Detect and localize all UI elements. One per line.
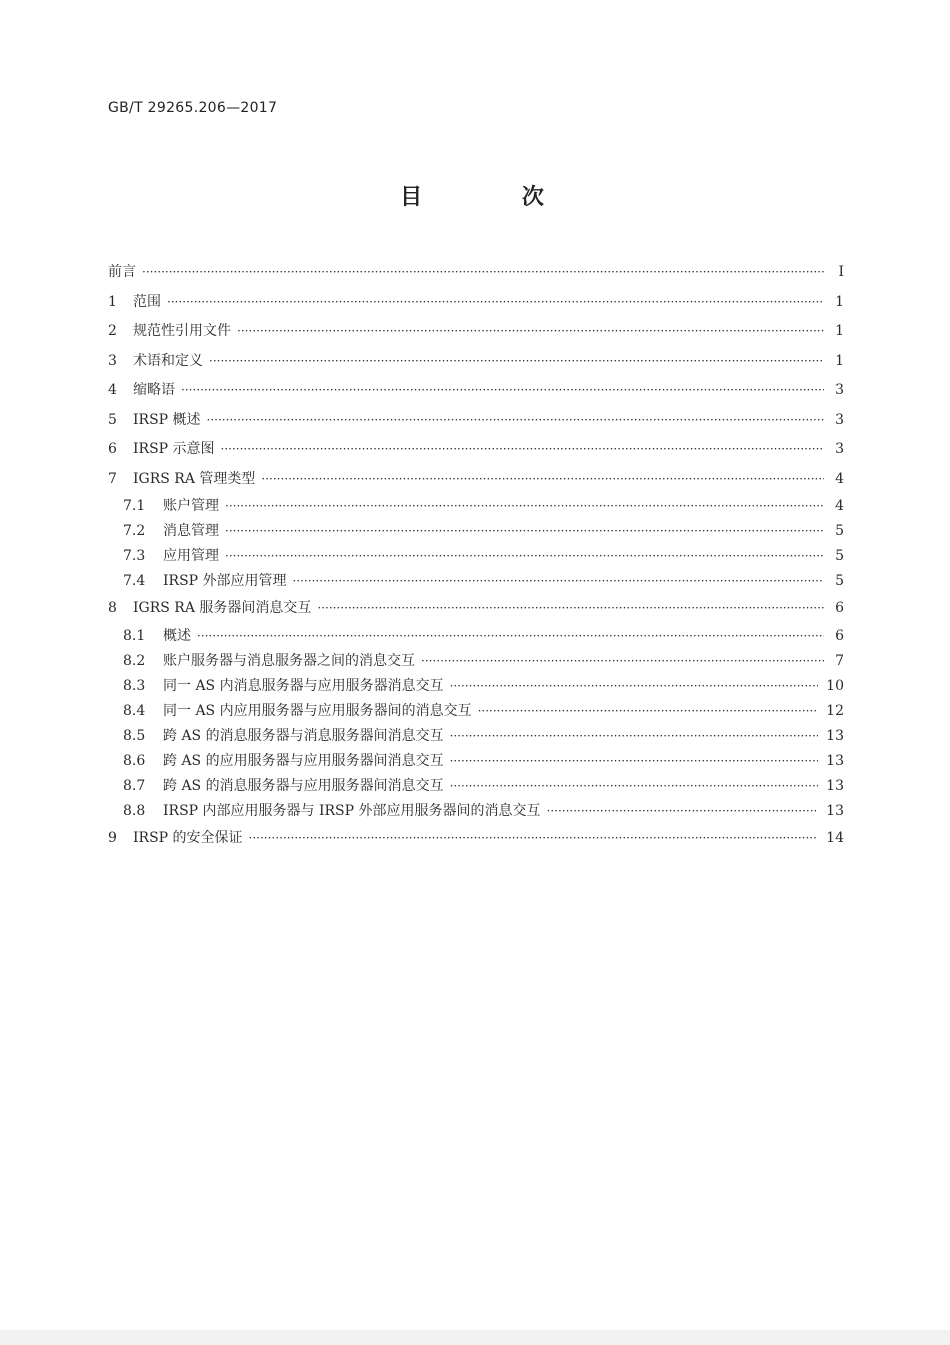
toc-entry-page: 5	[835, 523, 844, 539]
toc-entry-title: 范围	[133, 293, 161, 310]
toc-entry-number: 3	[108, 352, 117, 369]
toc-entry-number: 9	[108, 829, 117, 846]
toc-leader-dots	[221, 435, 824, 465]
toc-entry-number: 7.1	[123, 498, 146, 514]
toc-entry-5[interactable]	[108, 406, 844, 436]
toc-entry-number: 8.1	[123, 627, 146, 644]
toc-entry-page: 7	[835, 652, 844, 669]
toc-leader-dots	[547, 799, 819, 824]
toc-leader-dots	[261, 465, 824, 495]
toc-entry-page: 6	[835, 600, 844, 616]
toc-entry-page: 13	[826, 752, 844, 769]
toc-entry-page: Ⅰ	[838, 264, 844, 280]
toc-entry-page: 4	[835, 470, 844, 487]
toc-leader-dots	[225, 494, 824, 519]
toc-entry-page: 12	[826, 702, 844, 719]
toc-leader-dots	[478, 699, 819, 724]
toc-leader-dots	[167, 288, 824, 318]
toc-entry-page: 5	[835, 548, 844, 564]
toc-leader-dots	[317, 594, 824, 624]
toc-entry-page: 3	[835, 382, 844, 398]
toc-entry-number: 5	[108, 411, 117, 428]
toc-entry-title: 账户管理	[163, 498, 219, 514]
toc-entry-title: IRSP 内部应用服务器与 IRSP 外部应用服务器间的消息交互	[163, 802, 541, 819]
toc-entry-page: 1	[835, 352, 844, 369]
toc-leader-dots	[237, 317, 824, 347]
toc-entry-title: IRSP 概述	[133, 411, 201, 428]
toc-leader-dots	[142, 258, 824, 288]
toc-entry-title: 术语和定义	[133, 352, 203, 369]
toc-entry-3[interactable]	[108, 347, 844, 377]
toc-entry-7-2[interactable]	[108, 519, 844, 544]
toc-entry-page: 1	[835, 293, 844, 310]
toc-leader-dots	[207, 406, 824, 436]
toc-entry-4[interactable]	[108, 376, 844, 406]
toc-entry-page: 1	[835, 323, 844, 339]
toc-entry-7-4[interactable]	[108, 569, 844, 594]
toc-entry-6[interactable]	[108, 435, 844, 465]
toc-leader-dots	[421, 649, 824, 674]
toc-entry-8-1[interactable]	[108, 624, 844, 649]
toc-entry-title: 缩略语	[133, 382, 175, 398]
toc-entry-title: 前言	[108, 264, 136, 280]
toc-entry-number: 7	[108, 470, 117, 487]
toc-entry-number: 2	[108, 323, 117, 339]
toc-entry-number: 8.4	[123, 702, 146, 719]
toc-leader-dots	[225, 544, 824, 569]
toc-entry-8-7[interactable]	[108, 774, 844, 799]
toc-entry-title: 跨 AS 的应用服务器与应用服务器间消息交互	[163, 752, 444, 769]
toc-entry-number: 8.8	[123, 802, 146, 819]
toc-entry-7[interactable]	[108, 465, 844, 495]
toc-entry-number: 1	[108, 293, 117, 310]
toc-entry-7-3[interactable]	[108, 544, 844, 569]
toc-leader-dots	[197, 624, 824, 649]
toc-entry-number: 8.2	[123, 652, 146, 669]
toc-entry-number: 7.2	[123, 523, 146, 539]
toc-entry-number: 4	[108, 382, 117, 398]
toc-entry-title: IRSP 的安全保证	[133, 829, 243, 846]
toc-entry-9[interactable]	[108, 824, 844, 854]
toc-entry-number: 6	[108, 441, 117, 457]
toc-entry-8-5[interactable]	[108, 724, 844, 749]
toc-entry-8-6[interactable]	[108, 749, 844, 774]
toc-entry-title: IGRS RA 服务器间消息交互	[133, 600, 312, 616]
toc-leader-dots	[249, 824, 819, 854]
toc-leader-dots	[209, 347, 824, 377]
standard-code-header: GB/T 29265.206—2017	[108, 100, 278, 116]
toc-entry-page: 13	[826, 727, 844, 744]
toc-leader-dots	[181, 376, 824, 406]
toc-entry-page: 4	[835, 498, 844, 514]
toc-leader-dots	[293, 569, 824, 594]
toc-entry-title: IRSP 外部应用管理	[163, 573, 287, 589]
toc-entry-number: 8.5	[123, 727, 146, 744]
table-of-contents	[108, 258, 844, 853]
toc-entry-8-2[interactable]	[108, 649, 844, 674]
toc-leader-dots	[450, 774, 819, 799]
toc-entry-title: 概述	[163, 627, 191, 644]
toc-leader-dots	[450, 724, 819, 749]
toc-entry-title: 账户服务器与消息服务器之间的消息交互	[163, 652, 415, 669]
toc-entry-page: 3	[835, 411, 844, 428]
toc-entry-title: 同一 AS 内应用服务器与应用服务器间的消息交互	[163, 702, 472, 719]
toc-entry-page: 14	[826, 829, 844, 846]
page-bottom-edge	[0, 1330, 950, 1345]
toc-leader-dots	[450, 674, 819, 699]
toc-entry-number: 7.3	[123, 548, 146, 564]
toc-entry-2[interactable]	[108, 317, 844, 347]
toc-entry-8-4[interactable]	[108, 699, 844, 724]
toc-leader-dots	[450, 749, 819, 774]
toc-entry-title: IGRS RA 管理类型	[133, 470, 256, 487]
toc-entry-title: 消息管理	[163, 523, 219, 539]
toc-entry-number: 7.4	[123, 573, 146, 589]
toc-entry-title: 跨 AS 的消息服务器与应用服务器间消息交互	[163, 777, 444, 794]
toc-leader-dots	[225, 519, 824, 544]
toc-entry-title: 跨 AS 的消息服务器与消息服务器间消息交互	[163, 727, 444, 744]
toc-entry-page: 13	[826, 777, 844, 794]
toc-entry-7-1[interactable]	[108, 494, 844, 519]
toc-entry-foreword[interactable]	[108, 258, 844, 288]
toc-entry-1[interactable]	[108, 288, 844, 318]
toc-entry-8-3[interactable]	[108, 674, 844, 699]
toc-entry-title: 同一 AS 内消息服务器与应用服务器消息交互	[163, 677, 444, 694]
toc-entry-page: 13	[826, 802, 844, 819]
toc-entry-title: 规范性引用文件	[133, 323, 231, 339]
toc-entry-8-8[interactable]	[108, 799, 844, 824]
toc-entry-page: 10	[826, 677, 844, 694]
toc-entry-number: 8.7	[123, 777, 146, 794]
toc-entry-page: 3	[835, 441, 844, 457]
toc-entry-title: IRSP 示意图	[133, 441, 215, 457]
toc-entry-number: 8.3	[123, 677, 146, 694]
toc-entry-page: 5	[835, 573, 844, 589]
toc-entry-number: 8	[108, 600, 117, 616]
page-title: 目 次	[400, 185, 590, 210]
toc-entry-page: 6	[835, 627, 844, 644]
toc-entry-number: 8.6	[123, 752, 146, 769]
toc-entry-title: 应用管理	[163, 548, 219, 564]
toc-entry-8[interactable]	[108, 594, 844, 624]
